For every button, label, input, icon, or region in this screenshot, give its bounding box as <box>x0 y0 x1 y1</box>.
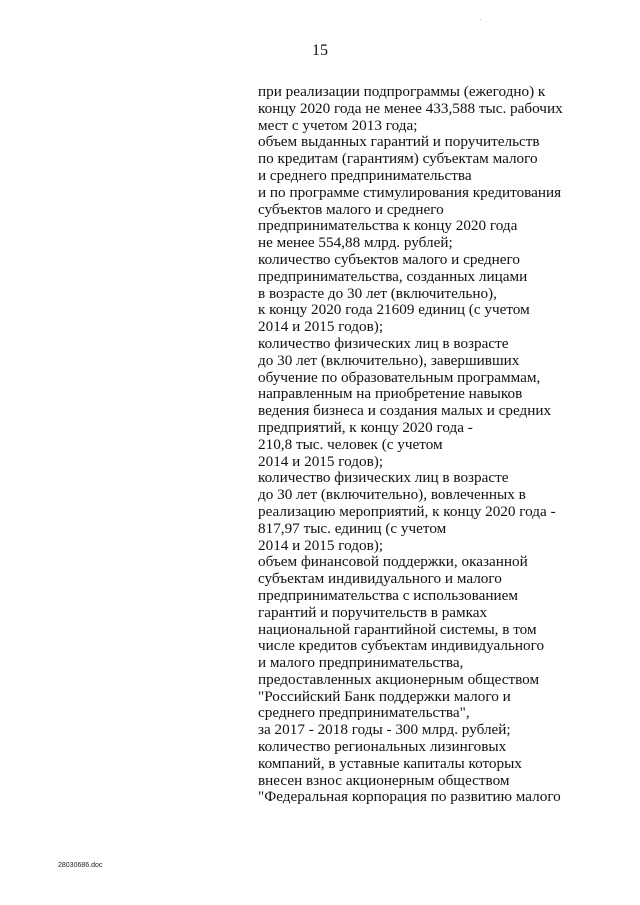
text-line: не менее 554,88 млрд. рублей; <box>258 234 453 252</box>
text-line: 210,8 тыс. человек (с учетом <box>258 435 443 453</box>
text-line: объем финансовой поддержки, оказанной <box>258 553 528 571</box>
text-line: "Федеральная корпорация по развитию малого <box>258 788 561 806</box>
text-line: обучение по образовательным программам, <box>258 368 541 386</box>
text-line: количество субъектов малого и среднего <box>258 250 520 268</box>
text-line: гарантий и поручительств в рамках <box>258 603 488 621</box>
text-line: субъектов малого и среднего <box>258 200 444 218</box>
text-line: количество региональных лизинговых <box>258 738 507 756</box>
text-line: в возрасте до 30 лет (включительно), <box>258 284 497 302</box>
text-line: концу 2020 года не менее 433,588 тыс. рабочих <box>258 99 563 117</box>
text-line: мест с учетом 2013 года; <box>258 116 418 134</box>
text-line: количество физических лиц в возрасте <box>258 469 509 487</box>
text-line: количество физических лиц в возрасте <box>258 334 509 352</box>
text-line: предоставленных акционерным обществом <box>258 670 540 688</box>
page-number: 15 <box>312 42 328 59</box>
body-text <box>258 84 588 806</box>
text-line: предпринимательства к концу 2020 года <box>258 217 518 235</box>
text-line: 2014 и 2015 годов); <box>258 536 384 554</box>
text-line: по кредитам (гарантиям) субъектам малого <box>258 150 538 168</box>
text-line: среднего предпринимательства", <box>258 704 470 722</box>
text-line: "Российский Банк поддержки малого и <box>258 687 511 705</box>
text-line: числе кредитов субъектам индивидуального <box>258 637 545 655</box>
text-line: национальной гарантийной системы, в том <box>258 620 537 638</box>
text-line: при реализации подпрограммы (ежегодно) к <box>258 83 546 100</box>
text-line: предпринимательства с использованием <box>258 586 518 604</box>
text-line: 817,97 тыс. единиц (с учетом <box>258 519 447 537</box>
text-line: за 2017 - 2018 годы - 300 млрд. рублей; <box>258 721 511 739</box>
text-line: и малого предпринимательства, <box>258 654 464 672</box>
corner-mark: . <box>480 16 482 22</box>
text-line: внесен взнос акционерным обществом <box>258 771 510 789</box>
text-line: направленным на приобретение навыков <box>258 385 523 403</box>
text-line: предпринимательства, созданных лицами <box>258 267 528 285</box>
text-line: ведения бизнеса и создания малых и средних <box>258 402 552 420</box>
text-line: 2014 и 2015 годов); <box>258 318 384 336</box>
text-line: и по программе стимулирования кредитования <box>258 183 562 201</box>
text-line: 2014 и 2015 годов); <box>258 452 384 470</box>
text-line: субъектам индивидуального и малого <box>258 570 502 588</box>
footer-filename: 28030686.doc <box>58 862 103 869</box>
text-line: объем выданных гарантий и поручительств <box>258 133 540 151</box>
text-line: до 30 лет (включительно), завершивших <box>258 351 520 369</box>
text-line: предприятий, к концу 2020 года - <box>258 418 473 436</box>
text-line: к концу 2020 года 21609 единиц (с учетом <box>258 301 530 319</box>
text-line: и среднего предпринимательства <box>258 166 472 184</box>
text-line: компаний, в уставные капиталы которых <box>258 754 522 772</box>
text-line: реализацию мероприятий, к концу 2020 года - <box>258 502 556 520</box>
text-line: до 30 лет (включительно), вовлеченных в <box>258 486 526 504</box>
